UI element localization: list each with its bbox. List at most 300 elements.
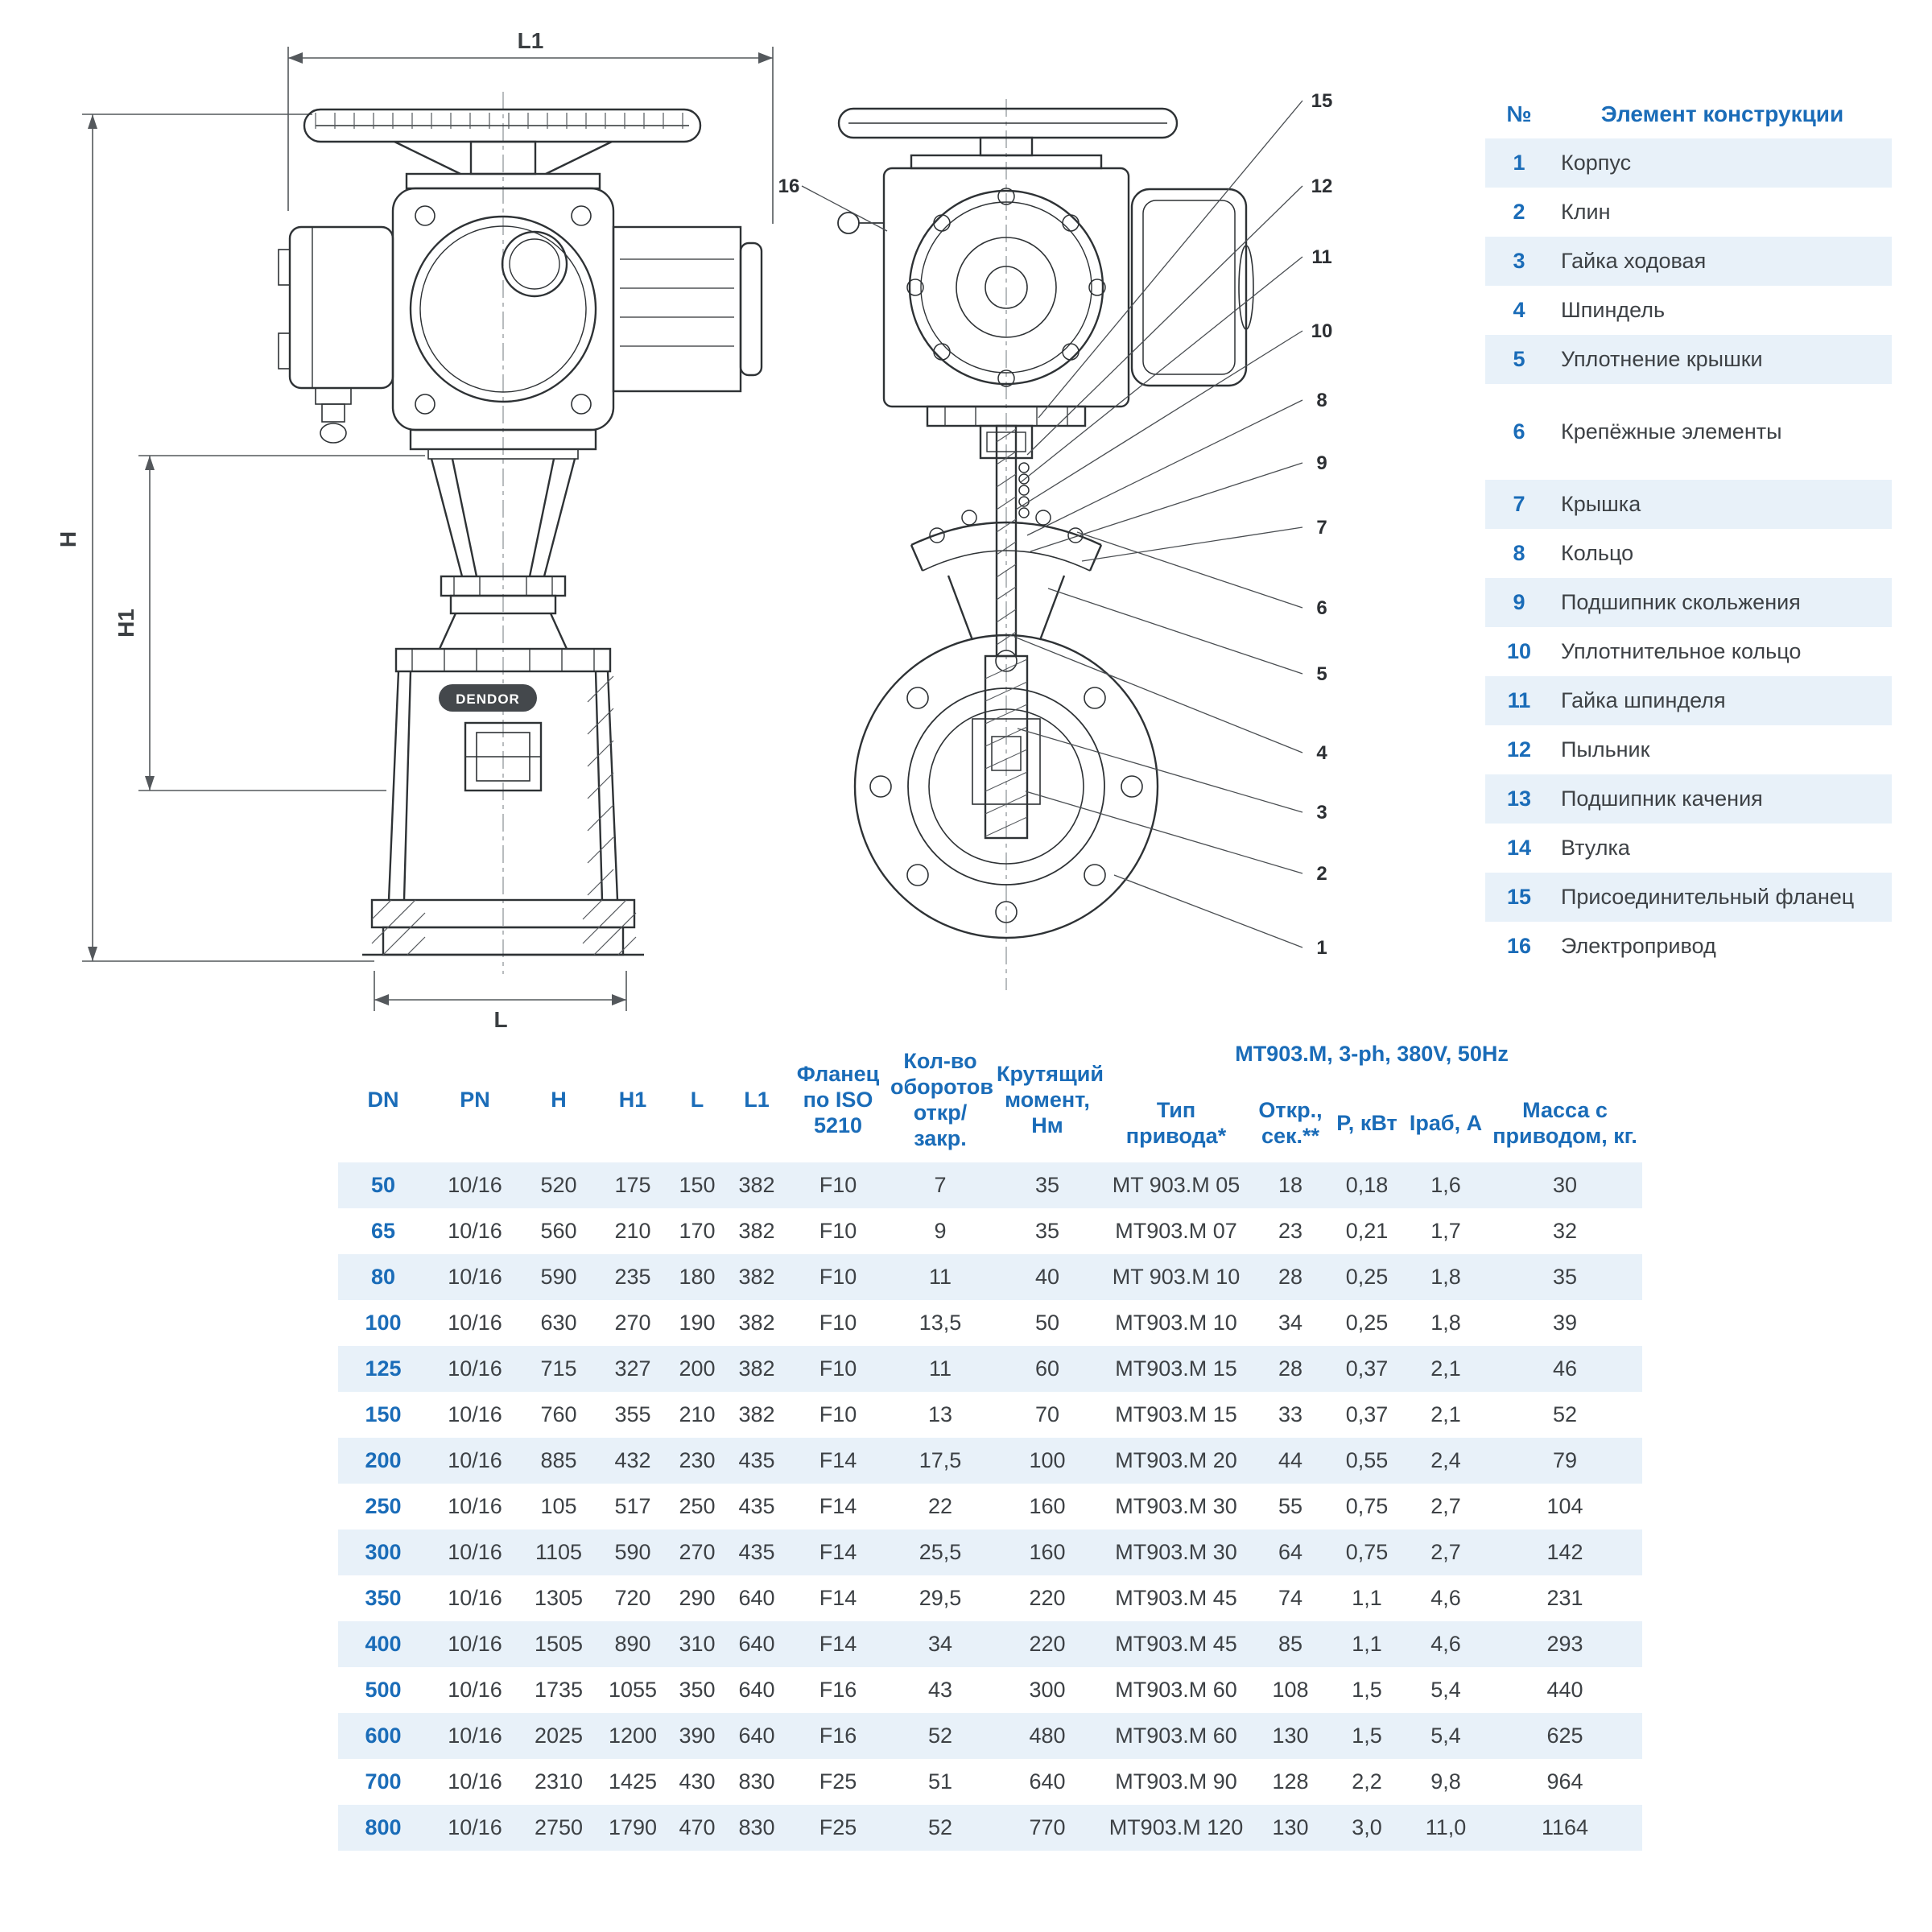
spec-cell: 23 <box>1278 1218 1303 1243</box>
spec-cell-dn: 150 <box>365 1402 402 1426</box>
spec-cell: 180 <box>679 1264 716 1289</box>
spec-cell: 128 <box>1272 1769 1309 1794</box>
spec-row <box>338 1713 1642 1759</box>
spec-cell: 30 <box>1553 1172 1578 1197</box>
spec-cell: 10/16 <box>448 1356 502 1381</box>
legend-item-number: 14 <box>1506 836 1532 860</box>
spec-cell: 0,18 <box>1345 1172 1389 1197</box>
valve-outline <box>279 109 762 955</box>
spec-cell: 1105 <box>535 1539 583 1564</box>
spec-cell: 2310 <box>534 1769 584 1794</box>
spec-cell: 70 <box>1034 1402 1060 1426</box>
spec-cell: 290 <box>679 1585 716 1610</box>
spec-cell-dn: 350 <box>365 1585 402 1610</box>
callout-leaders <box>802 101 1302 947</box>
spec-cell: MT903.M 45 <box>1115 1585 1237 1610</box>
legend-row <box>1485 824 1892 873</box>
spec-cell: 35 <box>1034 1218 1060 1243</box>
spec-cell: 55 <box>1278 1493 1303 1518</box>
spec-cell: 33 <box>1278 1402 1303 1426</box>
legend-header-number: № <box>1506 101 1532 126</box>
legend-item-name: Уплотнение крышки <box>1561 347 1763 371</box>
spec-cell: 142 <box>1546 1539 1583 1564</box>
legend-row <box>1485 138 1892 188</box>
spec-cell: 0,37 <box>1345 1402 1389 1426</box>
spec-cell: 11 <box>928 1264 952 1289</box>
spec-cell: 10/16 <box>448 1677 502 1702</box>
dim-label-l1: L1 <box>517 28 544 53</box>
spec-cell: 270 <box>614 1310 651 1335</box>
legend-item-name: Подшипник скольжения <box>1561 590 1801 614</box>
spec-cell: 382 <box>738 1310 775 1335</box>
legend-item-number: 4 <box>1513 298 1525 322</box>
spec-cell: 430 <box>679 1769 716 1794</box>
dim-label-l: L <box>493 1007 508 1030</box>
spec-cell: MT903.M 60 <box>1115 1677 1237 1702</box>
spec-cell: 382 <box>738 1172 775 1197</box>
spec-cell: 640 <box>1029 1769 1066 1794</box>
spec-cell: 964 <box>1546 1769 1583 1794</box>
spec-cell: 105 <box>540 1493 577 1518</box>
spec-cell: MT903.M 15 <box>1115 1356 1237 1381</box>
spec-cell: 0,21 <box>1345 1218 1389 1243</box>
spec-cell: 517 <box>614 1493 651 1518</box>
spec-cell: 1,8 <box>1430 1310 1461 1335</box>
spec-cell: 2025 <box>534 1723 584 1748</box>
spec-header-pn: PN <box>460 1087 490 1112</box>
spec-cell: 1,1 <box>1352 1631 1382 1656</box>
spec-cell: 29,5 <box>919 1585 962 1610</box>
spec-cell: 10/16 <box>448 1172 502 1197</box>
callout-15: 15 <box>1311 90 1333 112</box>
spec-cell: 18 <box>1278 1172 1303 1197</box>
legend-item-number: 8 <box>1513 541 1525 565</box>
spec-cell: F14 <box>819 1539 857 1564</box>
spec-cell: 44 <box>1278 1447 1303 1472</box>
spec-cell: 235 <box>614 1264 651 1289</box>
spec-cell: 2750 <box>534 1814 584 1839</box>
spec-row <box>338 1484 1642 1530</box>
spec-cell: 2,1 <box>1430 1356 1461 1381</box>
spec-cell-dn: 125 <box>365 1356 402 1381</box>
spec-cell: 830 <box>738 1769 775 1794</box>
spec-cell: 130 <box>1272 1814 1309 1839</box>
legend-item-name: Пыльник <box>1561 737 1650 762</box>
spec-cell: 270 <box>679 1539 716 1564</box>
spec-cell: 10/16 <box>448 1585 502 1610</box>
spec-cell: 5,4 <box>1430 1723 1461 1748</box>
spec-cell: 22 <box>927 1493 953 1518</box>
spec-cell-dn: 400 <box>365 1631 402 1656</box>
spec-cell: 85 <box>1278 1631 1303 1656</box>
spec-cell: 32 <box>1553 1218 1578 1243</box>
spec-cell: 9 <box>934 1218 947 1243</box>
spec-cell: 4,6 <box>1430 1585 1461 1610</box>
dim-label-h1: H1 <box>114 609 138 638</box>
legend-item-name: Клин <box>1561 200 1611 224</box>
spec-cell: 46 <box>1553 1356 1578 1381</box>
spec-cell: 590 <box>540 1264 577 1289</box>
callout-4: 4 <box>1316 742 1327 764</box>
spec-cell-dn: 800 <box>365 1814 402 1839</box>
spec-header-flange: Фланец по ISO 5210 <box>796 1062 880 1137</box>
spec-cell: 28 <box>1278 1264 1303 1289</box>
spec-cell: 175 <box>614 1172 651 1197</box>
legend-row <box>1485 676 1892 725</box>
spec-cell: 11 <box>928 1356 952 1381</box>
hatching <box>316 113 683 955</box>
spec-cell: 1,8 <box>1430 1264 1461 1289</box>
parts-legend <box>1485 90 1892 971</box>
spec-cell: 60 <box>1034 1356 1060 1381</box>
spec-cell: 640 <box>738 1677 775 1702</box>
spec-cell: 160 <box>1029 1539 1066 1564</box>
spec-cell: 210 <box>614 1218 651 1243</box>
spec-cell: 1,5 <box>1352 1677 1382 1702</box>
spec-cell: 625 <box>1546 1723 1583 1748</box>
legend-row <box>1485 286 1892 335</box>
spec-cell: 100 <box>1029 1447 1066 1472</box>
legend-row <box>1485 188 1892 237</box>
spec-cell: 104 <box>1546 1493 1583 1518</box>
legend-item-name: Гайка шпинделя <box>1561 688 1726 712</box>
spec-cell: 7 <box>934 1172 947 1197</box>
spec-header-h: H <box>551 1087 567 1112</box>
callout-3: 3 <box>1316 802 1327 824</box>
spec-cell: 52 <box>1553 1402 1578 1426</box>
spec-cell-dn: 500 <box>365 1677 402 1702</box>
spec-cell: 830 <box>738 1814 775 1839</box>
spec-cell: MT903.M 30 <box>1115 1493 1237 1518</box>
spec-cell: F14 <box>819 1585 857 1610</box>
spec-cell: 382 <box>738 1218 775 1243</box>
spec-cell: 10/16 <box>448 1493 502 1518</box>
spec-cell: 35 <box>1034 1172 1060 1197</box>
spec-cell-dn: 65 <box>370 1218 396 1243</box>
spec-cell-dn: 200 <box>365 1447 402 1472</box>
legend-row <box>1485 529 1892 578</box>
legend-item-name: Шпиндель <box>1561 298 1666 322</box>
spec-cell: F25 <box>819 1814 857 1839</box>
legend-row <box>1485 480 1892 529</box>
spec-cell: 39 <box>1553 1310 1578 1335</box>
spec-cell: 231 <box>1546 1585 1583 1610</box>
legend-item-name: Кольцо <box>1561 541 1634 565</box>
brand-plate <box>439 684 537 712</box>
legend-item-number: 12 <box>1506 737 1532 762</box>
legend-row <box>1485 873 1892 922</box>
legend-item-number: 11 <box>1507 688 1531 712</box>
legend-item-name: Электропривод <box>1561 934 1716 958</box>
spec-cell: 435 <box>738 1539 775 1564</box>
spec-cell: 1,1 <box>1352 1585 1382 1610</box>
spec-cell: 0,25 <box>1345 1264 1389 1289</box>
legend-row <box>1485 627 1892 676</box>
spec-cell: 10/16 <box>448 1310 502 1335</box>
spec-header-h1: H1 <box>618 1087 647 1112</box>
spec-cell: 390 <box>679 1723 716 1748</box>
spec-cell-dn: 700 <box>365 1769 402 1794</box>
spec-cell: 150 <box>679 1172 716 1197</box>
spec-cell: 1305 <box>534 1585 584 1610</box>
spec-cell: 720 <box>614 1585 651 1610</box>
spec-cell: 170 <box>679 1218 716 1243</box>
legend-row <box>1485 237 1892 286</box>
spec-cell: MT903.M 15 <box>1115 1402 1237 1426</box>
spec-row <box>338 1254 1642 1300</box>
legend-item-name: Уплотнительное кольцо <box>1561 639 1802 663</box>
spec-cell: 2,4 <box>1430 1447 1461 1472</box>
terminal-box <box>279 227 393 443</box>
legend-item-number: 6 <box>1513 419 1525 444</box>
spec-cell: 1200 <box>608 1723 658 1748</box>
spec-cell: MT903.M 07 <box>1115 1218 1237 1243</box>
spec-row <box>338 1162 1642 1208</box>
spec-cell: F16 <box>819 1677 857 1702</box>
spec-cell: 10/16 <box>448 1447 502 1472</box>
spec-cell: 10/16 <box>448 1723 502 1748</box>
spec-row <box>338 1438 1642 1484</box>
spec-cell: 28 <box>1278 1356 1303 1381</box>
motor <box>613 227 762 391</box>
spec-cell: MT903.M 30 <box>1115 1539 1237 1564</box>
spec-cell: 17,5 <box>919 1447 962 1472</box>
spec-cell: 9,8 <box>1430 1769 1461 1794</box>
legend-item-name: Крышка <box>1561 492 1641 516</box>
spec-cell: F10 <box>819 1172 857 1197</box>
spec-cell: 640 <box>738 1723 775 1748</box>
legend-row <box>1485 774 1892 824</box>
spec-cell: 640 <box>738 1585 775 1610</box>
spec-cell-dn: 250 <box>365 1493 402 1518</box>
spec-row <box>338 1392 1642 1438</box>
spec-cell: F25 <box>819 1769 857 1794</box>
callout-10: 10 <box>1311 320 1333 342</box>
legend-row <box>1485 922 1892 971</box>
spec-cell: 51 <box>927 1769 953 1794</box>
spec-row <box>338 1346 1642 1392</box>
spec-cell: 1505 <box>534 1631 584 1656</box>
spec-cell: 1055 <box>608 1677 658 1702</box>
callout-11: 11 <box>1311 246 1332 268</box>
spec-cell: 200 <box>679 1356 716 1381</box>
spec-cell: 0,37 <box>1345 1356 1389 1381</box>
dimension-arrowheads <box>88 52 773 1005</box>
spec-cell: MT903.M 60 <box>1115 1723 1237 1748</box>
spec-cell: 2,1 <box>1430 1402 1461 1426</box>
spec-row <box>338 1759 1642 1805</box>
callout-7: 7 <box>1316 517 1327 539</box>
spec-cell: 760 <box>540 1402 577 1426</box>
spec-cell: 64 <box>1278 1539 1303 1564</box>
legend-item-name: Присоединительный фланец <box>1561 885 1855 909</box>
spec-cell-dn: 50 <box>370 1172 396 1197</box>
legend-item-number: 7 <box>1513 492 1525 516</box>
spec-cell: 220 <box>1029 1585 1066 1610</box>
callout-12: 12 <box>1311 175 1333 197</box>
spec-cell: 293 <box>1546 1631 1583 1656</box>
spec-header-current: Iраб, А <box>1409 1110 1483 1135</box>
front-view-drawing <box>32 8 781 1030</box>
spec-cell: 1790 <box>608 1814 658 1839</box>
spec-cell: 2,7 <box>1430 1493 1461 1518</box>
spec-table <box>338 1038 1642 1851</box>
valve-section-outline <box>838 109 1253 938</box>
spec-row <box>338 1300 1642 1346</box>
spec-cell: 4,6 <box>1430 1631 1461 1656</box>
lifting-hook <box>838 213 884 233</box>
callout-1: 1 <box>1316 937 1327 959</box>
spec-header-drive-type: Тип привода* <box>1125 1097 1227 1148</box>
handwheel <box>839 109 1177 155</box>
spec-cell: 35 <box>1553 1264 1578 1289</box>
callout-8: 8 <box>1316 390 1327 411</box>
spec-cell: 52 <box>927 1814 953 1839</box>
spec-header-l1: L1 <box>744 1087 770 1112</box>
legend-item-number: 15 <box>1506 885 1532 909</box>
spec-cell: 10/16 <box>448 1402 502 1426</box>
spec-cell: 230 <box>679 1447 716 1472</box>
spec-cell: MT903.M 90 <box>1115 1769 1237 1794</box>
spec-cell: MT903.M 10 <box>1115 1310 1237 1335</box>
spec-cell: 25,5 <box>919 1539 962 1564</box>
spec-cell: F14 <box>819 1447 857 1472</box>
spec-cell: 0,25 <box>1345 1310 1389 1335</box>
spec-cell: 160 <box>1029 1493 1066 1518</box>
wedge <box>972 656 1040 838</box>
spec-cell: 10/16 <box>448 1814 502 1839</box>
spec-header-l: L <box>690 1087 704 1112</box>
handwheel <box>304 109 700 174</box>
spec-cell: 1,5 <box>1352 1723 1382 1748</box>
spec-cell: 10/16 <box>448 1539 502 1564</box>
spec-cell-dn: 300 <box>365 1539 402 1564</box>
spec-header-torque: Крутящий момент, Нм <box>997 1062 1104 1137</box>
spec-cell: 130 <box>1272 1723 1309 1748</box>
legend-item-number: 5 <box>1513 347 1525 371</box>
spec-cell: F10 <box>819 1356 857 1381</box>
legend-item-number: 10 <box>1506 639 1532 663</box>
legend-item-number: 9 <box>1513 590 1525 614</box>
spec-cell: 310 <box>679 1631 716 1656</box>
spec-header-dn: DN <box>367 1087 399 1112</box>
legend-item-number: 2 <box>1513 200 1525 224</box>
legend-row <box>1485 335 1892 384</box>
spec-cell: 52 <box>927 1723 953 1748</box>
spec-cell: 432 <box>614 1447 651 1472</box>
spec-cell: 108 <box>1272 1677 1309 1702</box>
spec-cell: 435 <box>738 1493 775 1518</box>
spec-cell: 1164 <box>1542 1814 1589 1839</box>
spec-cell: 50 <box>1034 1310 1060 1335</box>
spec-row <box>338 1667 1642 1713</box>
spec-cell: 1,6 <box>1430 1172 1461 1197</box>
spec-cell: MT 903.M 10 <box>1112 1264 1241 1289</box>
spec-cell: MT 903.M 05 <box>1112 1172 1241 1197</box>
spec-cell: 34 <box>1278 1310 1303 1335</box>
spec-cell: 210 <box>679 1402 716 1426</box>
spec-cell: F14 <box>819 1493 857 1518</box>
spec-cell: 220 <box>1029 1631 1066 1656</box>
spec-cell: 79 <box>1553 1447 1578 1472</box>
spec-cell: 0,75 <box>1345 1493 1389 1518</box>
spec-cell: 10/16 <box>448 1769 502 1794</box>
spec-cell-dn: 100 <box>365 1310 402 1335</box>
spec-cell: 1735 <box>534 1677 584 1702</box>
spec-cell: 770 <box>1029 1814 1066 1839</box>
spec-cell: 0,55 <box>1345 1447 1389 1472</box>
spec-cell: 382 <box>738 1402 775 1426</box>
spec-cell: 40 <box>1034 1264 1060 1289</box>
legend-item-name: Втулка <box>1561 836 1630 860</box>
legend-item-name: Корпус <box>1561 151 1632 175</box>
callout-2: 2 <box>1316 863 1327 885</box>
spec-cell: 10/16 <box>448 1631 502 1656</box>
spec-cell: F16 <box>819 1723 857 1748</box>
spec-row <box>338 1530 1642 1575</box>
motor <box>1132 189 1253 386</box>
spec-cell: F10 <box>819 1310 857 1335</box>
spec-cell: 640 <box>738 1631 775 1656</box>
spec-cell: MT903.M 120 <box>1108 1814 1244 1839</box>
spring-coil <box>1019 463 1029 518</box>
spec-cell: 630 <box>540 1310 577 1335</box>
spec-cell: 43 <box>927 1677 953 1702</box>
spec-cell: 470 <box>679 1814 716 1839</box>
brand-label: DENDOR <box>456 691 520 707</box>
spec-header-drive-group: MT903.M, 3-ph, 380V, 50Hz <box>1235 1042 1509 1066</box>
spec-header-turns: Кол-во оборотов откр/ закр. <box>890 1049 993 1150</box>
spec-header-row-1 <box>338 1038 1642 1092</box>
legend-row <box>1485 725 1892 774</box>
spec-cell: 1,7 <box>1430 1218 1461 1243</box>
spec-cell: 13,5 <box>919 1310 962 1335</box>
callout-16: 16 <box>778 175 800 197</box>
spec-header-mass: Масса с приводом, кг. <box>1492 1097 1637 1148</box>
spec-cell: 715 <box>540 1356 577 1381</box>
spec-cell: 590 <box>614 1539 651 1564</box>
spec-row <box>338 1805 1642 1851</box>
legend-item-name: Гайка ходовая <box>1561 249 1707 273</box>
callout-6: 6 <box>1316 597 1327 619</box>
spec-cell: 11,0 <box>1425 1814 1467 1839</box>
legend-row <box>1485 578 1892 627</box>
spec-header-power: P, кВт <box>1336 1110 1397 1135</box>
callout-5: 5 <box>1316 663 1327 685</box>
spec-header-open-time: Откр., сек.** <box>1258 1097 1323 1148</box>
spec-cell: F10 <box>819 1402 857 1426</box>
spec-cell-dn: 600 <box>365 1723 402 1748</box>
spec-cell: 250 <box>679 1493 716 1518</box>
legend-header-row <box>1485 90 1892 138</box>
spec-cell: 2,2 <box>1352 1769 1382 1794</box>
spec-cell: 10/16 <box>448 1218 502 1243</box>
spec-cell: 2,7 <box>1430 1539 1461 1564</box>
spec-cell: 10/16 <box>448 1264 502 1289</box>
legend-item-number: 1 <box>1513 151 1525 175</box>
legend-item-number: 3 <box>1513 249 1525 273</box>
spec-cell: 74 <box>1278 1585 1303 1610</box>
spec-cell: 560 <box>540 1218 577 1243</box>
spec-cell: 382 <box>738 1264 775 1289</box>
spec-row <box>338 1621 1642 1667</box>
spec-cell: F10 <box>819 1264 857 1289</box>
spec-cell: 350 <box>679 1677 716 1702</box>
spec-cell: 435 <box>738 1447 775 1472</box>
spec-cell: 3,0 <box>1352 1814 1382 1839</box>
dim-label-h: H <box>56 530 80 548</box>
spec-cell: 1425 <box>608 1769 658 1794</box>
